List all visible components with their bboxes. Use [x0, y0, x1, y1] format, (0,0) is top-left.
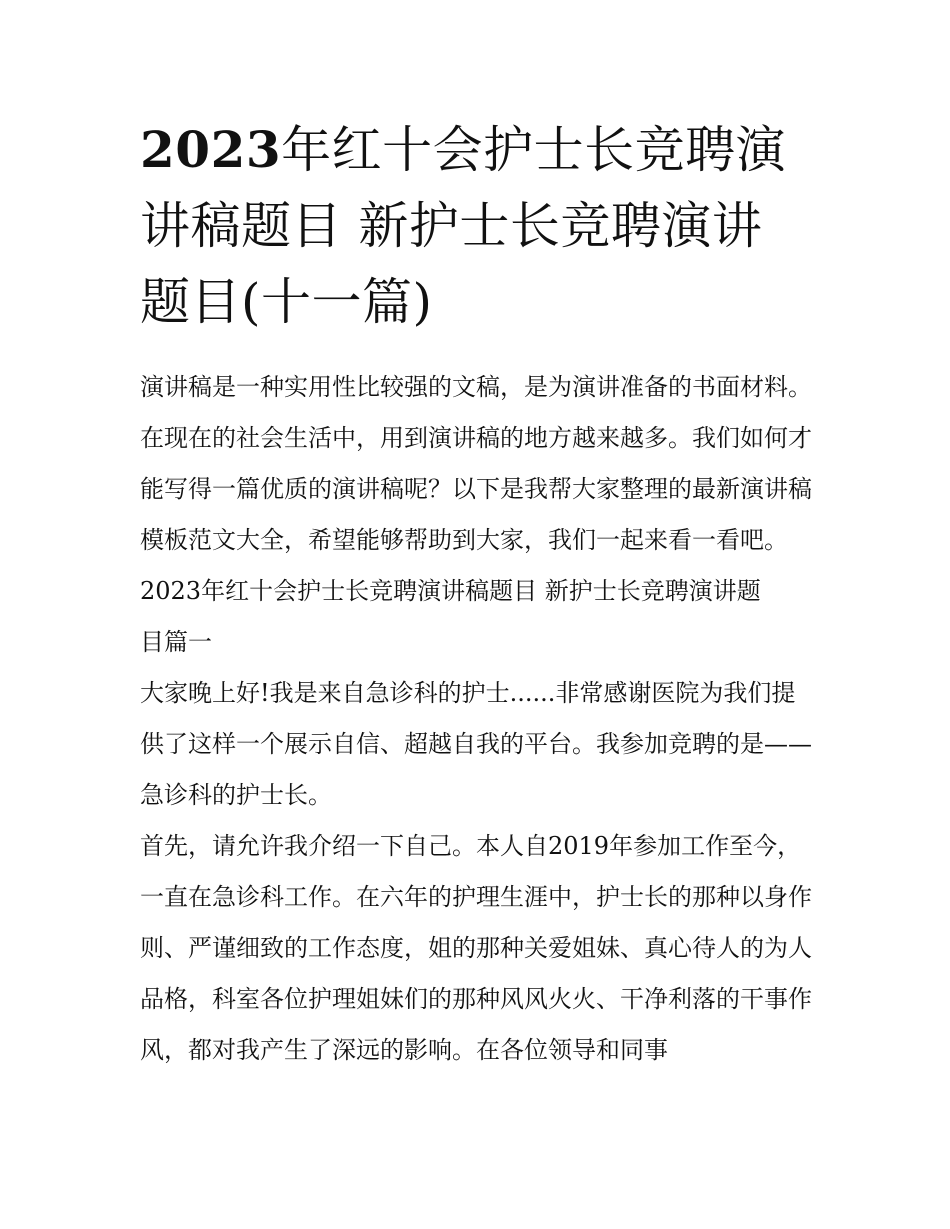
title-year: 2023 [140, 120, 282, 179]
section-heading: 2023年红十会护士长竞聘演讲稿题目 新护士长竞聘演讲题目篇一 [140, 577, 761, 656]
self-introduction-paragraph: 首先，请允许我介绍一下自己。本人自2019年参加工作至今，一直在急诊科工作。在六年的护理生涯中，护士长的那种以身作则、严谨细致的工作态度，姐的那种关爱姐妹、真心待人的为人品格，科室各位护理姐妹们的那种风风火火、干净利落的干事作风，都对我产生了深远的影响。在各位领导和同事 [140, 832, 812, 1064]
document-title [140, 112, 812, 340]
intro-paragraph: 演讲稿是一种实用性比较强的文稿，是为演讲准备的书面材料。在现在的社会生活中，用到演讲稿的地方越来越多。我们如何才能写得一篇优质的演讲稿呢？以下是我帮大家整理的最新演讲稿模板范文大全，希望能够帮助到大家，我们一起来看一看吧。 [140, 373, 812, 554]
title-text: 年红十会护士长竞聘演讲稿题目 新护士长竞聘演讲题目(十一篇) [140, 121, 787, 331]
greeting-paragraph: 大家晚上好!我是来自急诊科的护士......非常感谢医院为我们提供了这样一个展示自信、超越自我的平台。我参加竞聘的是——急诊科的护士长。 [140, 679, 812, 809]
document-content [140, 112, 812, 1076]
document-body [140, 362, 812, 1076]
